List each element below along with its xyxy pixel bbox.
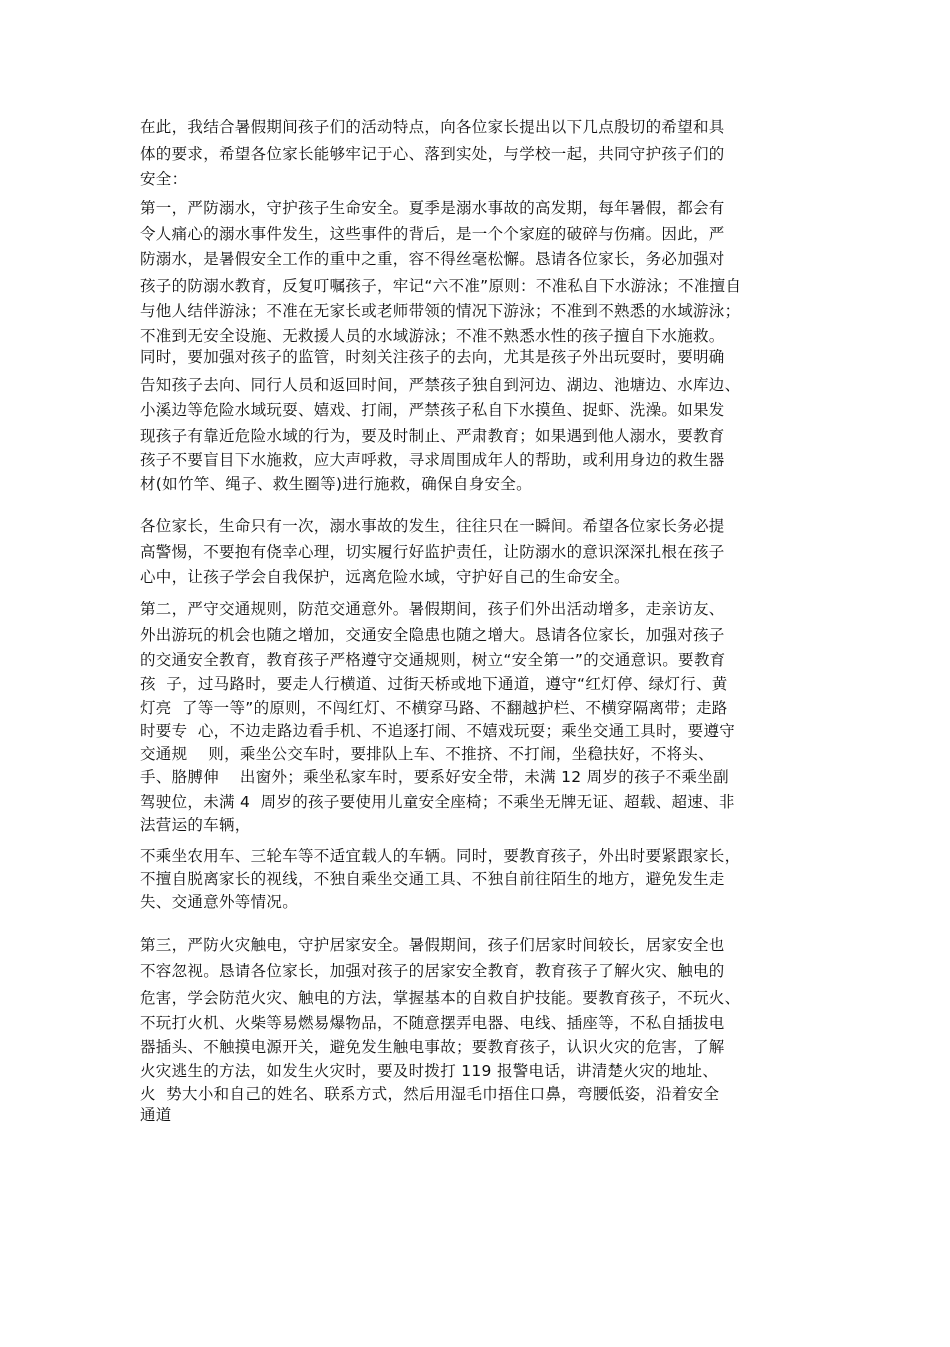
text-line: 第三，严防火灾触电，守护居家安全。暑假期间，孩子们居家时间较长，居家安全也 <box>140 936 725 954</box>
text-line: 第二，严守交通规则，防范交通意外。暑假期间，孩子们外出活动增多，走亲访友、 <box>140 600 725 618</box>
text-line: 小溪边等危险水域玩耍、嬉戏、打闹，严禁孩子私自下水摸鱼、捉虾、洗澡。如果发 <box>140 401 725 419</box>
text-line: 各位家长，生命只有一次，溺水事故的发生，往往只在一瞬间。希望各位家长务必提 <box>140 517 725 535</box>
text-line: 心中，让孩子学会自我保护，远离危险水域，守护好自己的生命安全。 <box>140 568 630 586</box>
text-line: 器插头、不触摸电源开关，避免发生触电事故；要教育孩子，认识火灾的危害，了解 <box>140 1038 725 1056</box>
text-line: 孩子不要盲目下水施救，应大声呼救，寻求周围成年人的帮助，或利用身边的救生器 <box>140 451 725 469</box>
text-line: 不乘坐农用车、三轮车等不适宜载人的车辆。同时，要教育孩子，外出时要紧跟家长， <box>140 847 741 865</box>
text-line: 现孩子有靠近危险水域的行为，要及时制止、严肃教育；如果遇到他人溺水，要教育 <box>140 427 725 445</box>
text-line: 灯亮 了等一等”的原则，不闯红灯、不横穿马路、不翻越护栏、不横穿隔离带；走路 <box>140 699 728 717</box>
text-line: 火灾逃生的方法，如发生火灾时，要及时拨打 119 报警电话，讲清楚火灾的地址、 <box>140 1062 719 1080</box>
text-line: 驾驶位，未满 4 周岁的孩子要使用儿童安全座椅；不乘坐无牌无证、超载、超速、非 <box>140 793 735 811</box>
text-line: 在此，我结合暑假期间孩子们的活动特点，向各位家长提出以下几点殷切的希望和具 <box>140 118 725 136</box>
text-line: 危害，学会防范火灾、触电的方法，掌握基本的自救自护技能。要教育孩子，不玩火、 <box>140 989 741 1007</box>
text-line: 安全： <box>140 170 188 188</box>
text-line: 不玩打火机、火柴等易燃易爆物品，不随意摆弄电器、电线、插座等，不私自插拔电 <box>140 1014 725 1032</box>
text-line: 通道 <box>140 1106 172 1124</box>
text-line: 孩子的防溺水教育，反复叮嘱孩子，牢记“六不准”原则：不准私自下水游泳；不准擅自 <box>140 277 742 295</box>
text-line: 外出游玩的机会也随之增加，交通安全隐患也随之增大。恳请各位家长，加强对孩子 <box>140 626 725 644</box>
text-line: 时要专 心，不边走路边看手机、不追逐打闹、不嬉戏玩耍；乘坐交通工具时，要遵守 <box>140 722 736 740</box>
text-line: 告知孩子去向、同行人员和返回时间，严禁孩子独自到河边、湖边、池塘边、水库边、 <box>140 376 741 394</box>
text-line: 高警惕，不要抱有侥幸心理，切实履行好监护责任，让防溺水的意识深深扎根在孩子 <box>140 543 725 561</box>
text-line: 不擅自脱离家长的视线，不独自乘坐交通工具、不独自前往陌生的地方，避免发生走 <box>140 870 725 888</box>
text-line: 的交通安全教育，教育孩子严格遵守交通规则，树立“安全第一”的交通意识。要教育 <box>140 651 726 669</box>
text-line: 与他人结伴游泳；不准在无家长或老师带领的情况下游泳；不准到不熟悉的水域游泳； <box>140 302 741 320</box>
text-line: 材(如竹竿、绳子、救生圈等)进行施救，确保自身安全。 <box>140 475 532 493</box>
text-line: 交通规 则，乘坐公交车时，要排队上车、不推挤、不打闹，坐稳扶好，不将头、 <box>140 745 714 763</box>
text-line: 第一，严防溺水，守护孩子生命安全。夏季是溺水事故的高发期，每年暑假，都会有 <box>140 199 725 217</box>
text-line: 不容忽视。恳请各位家长，加强对孩子的居家安全教育，教育孩子了解火灾、触电的 <box>140 962 725 980</box>
text-line: 令人痛心的溺水事件发生，这些事件的背后，是一个个家庭的破碎与伤痛。因此，严 <box>140 225 725 243</box>
text-line: 火 势大小和自己的姓名、联系方式，然后用湿毛巾捂住口鼻，弯腰低姿，沿着安全 <box>140 1085 720 1103</box>
text-line: 体的要求，希望各位家长能够牢记于心、落到实处，与学校一起，共同守护孩子们的 <box>140 145 725 163</box>
text-line: 手、胳膊伸 出窗外；乘坐私家车时，要系好安全带，未满 12 周岁的孩子不乘坐副 <box>140 768 729 786</box>
text-line: 孩 子，过马路时，要走人行横道、过街天桥或地下通道，遵守“红灯停、绿灯行、黄 <box>140 675 728 693</box>
text-line: 防溺水，是暑假安全工作的重中之重，容不得丝毫松懈。恳请各位家长，务必加强对 <box>140 250 725 268</box>
text-line: 同时，要加强对孩子的监管，时刻关注孩子的去向，尤其是孩子外出玩耍时，要明确 <box>140 348 725 366</box>
text-line: 失、交通意外等情况。 <box>140 893 299 911</box>
text-line: 法营运的车辆， <box>140 816 251 834</box>
text-line: 不准到无安全设施、无救援人员的水域游泳；不准不熟悉水性的孩子擅自下水施救。 <box>140 327 725 345</box>
